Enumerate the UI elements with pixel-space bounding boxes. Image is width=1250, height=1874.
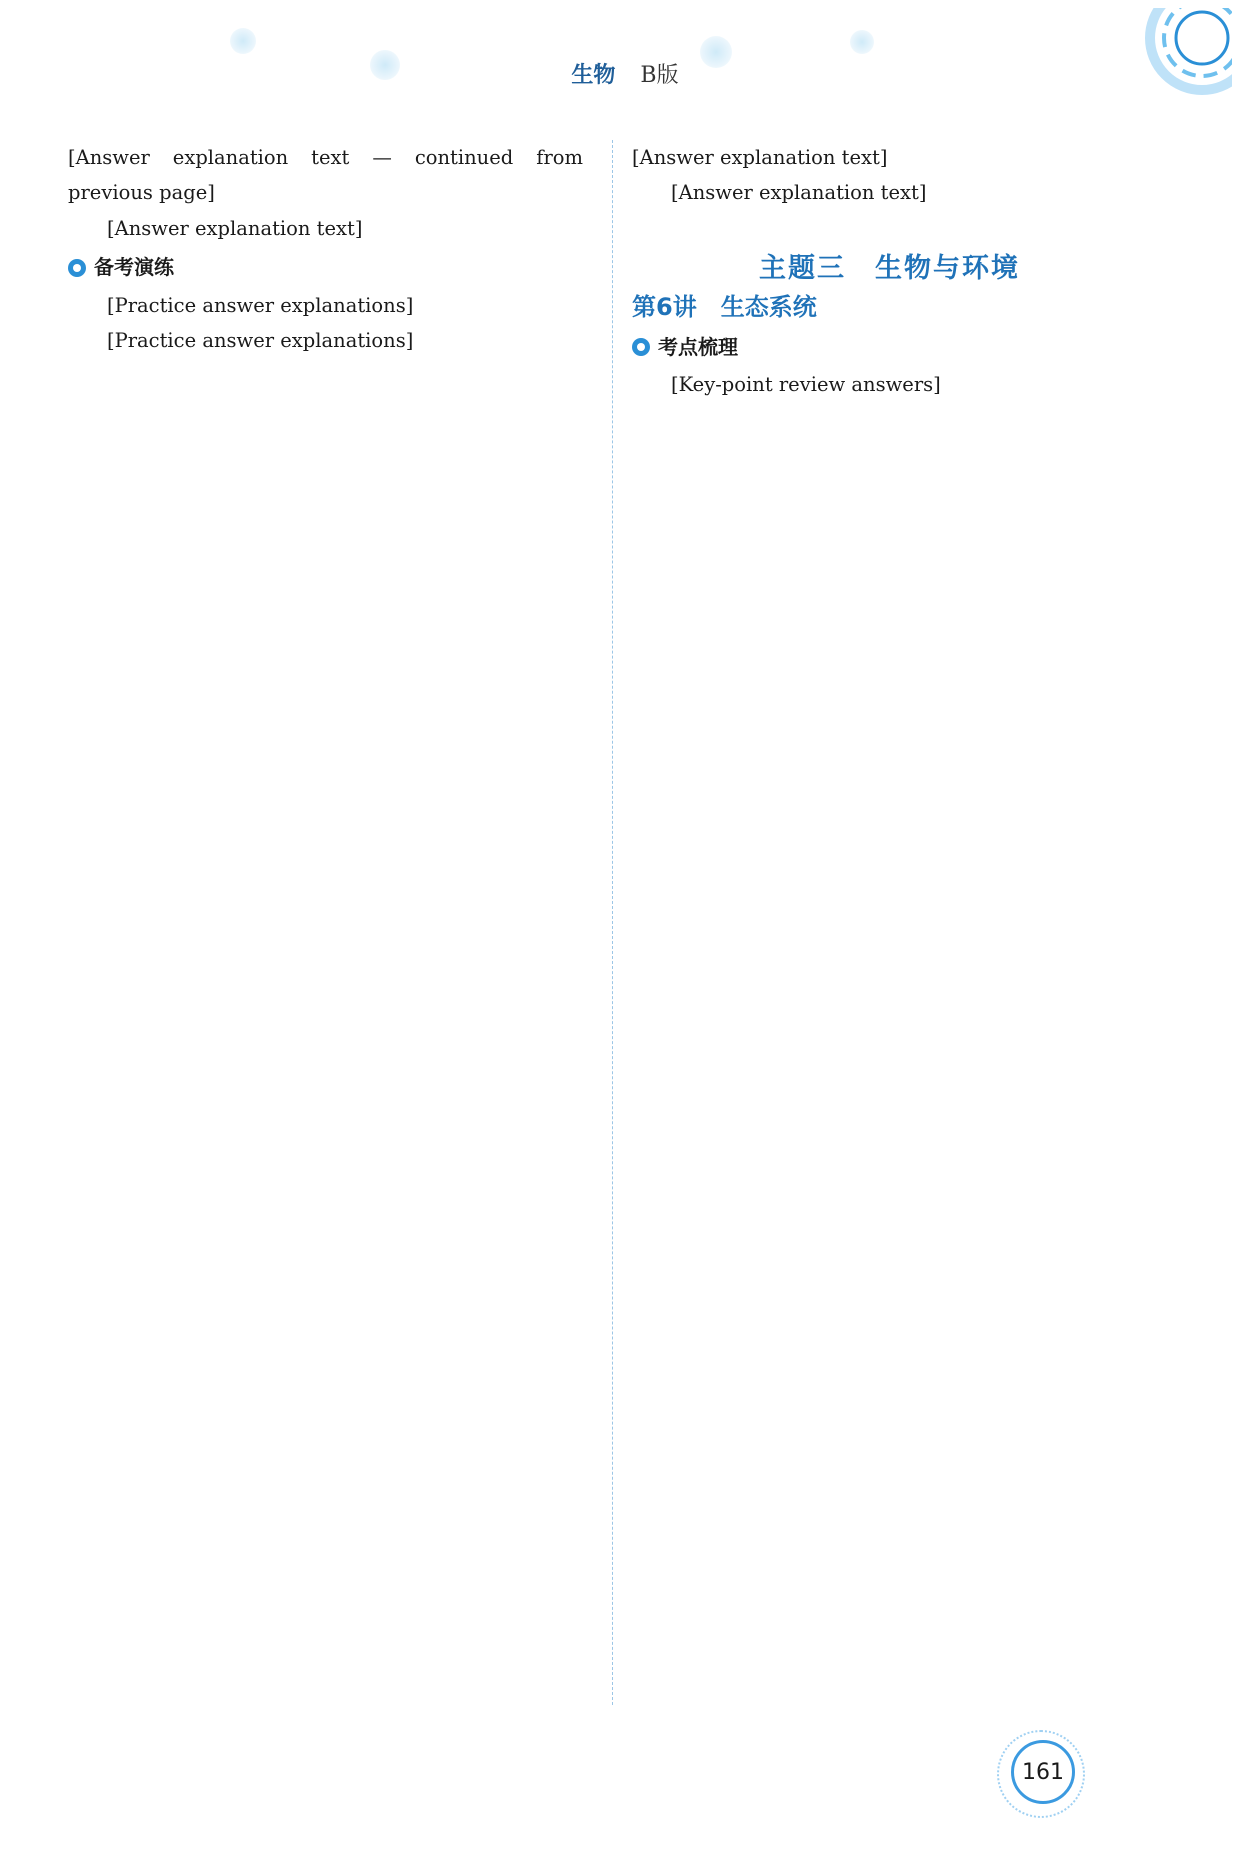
section-bullet-icon [68,259,86,277]
theme-title: 主题三 生物与环境 [759,252,1020,284]
practice-paragraph: [Practice answer explanations] [107,293,414,317]
page-number: 161 [1011,1740,1075,1804]
lecture-title: 第6讲 生态系统 [632,293,817,322]
answer-paragraph: [Answer explanation text] [107,216,363,240]
left-column [68,140,583,358]
section-heading-review [632,330,1147,365]
subject-label: 生物 [571,62,616,88]
decor-bubble [850,30,874,54]
section-bullet-icon [632,338,650,356]
section-heading-text: 考点梳理 [658,334,738,359]
edition-label: B版 [640,63,679,88]
answer-paragraph: [Answer explanation text] [671,181,927,205]
answer-paragraph: [Answer explanation text — continued from previous page] [68,146,583,205]
practice-paragraph: [Practice answer explanations] [107,329,414,353]
right-column [632,140,1147,402]
decor-bubble [230,28,256,54]
section-heading-practice [68,250,583,285]
review-paragraph: [Key-point review answers] [671,373,941,397]
column-divider [612,140,613,1705]
section-heading-text: 备考演练 [94,255,174,280]
answer-paragraph: [Answer explanation text] [632,146,888,169]
page-header [0,58,1250,89]
